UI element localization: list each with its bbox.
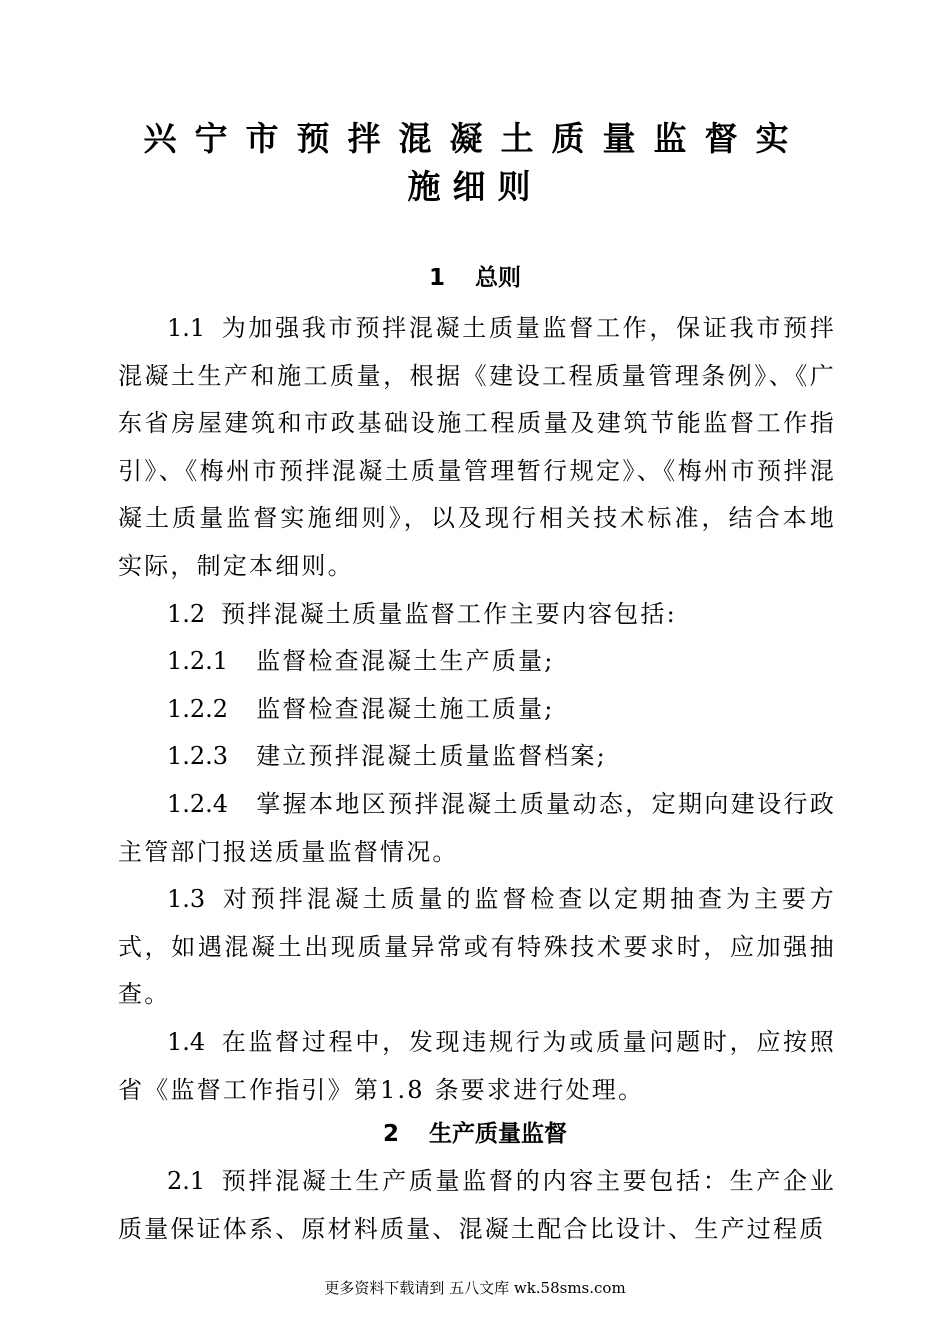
- clause-number: 1.1: [167, 314, 206, 342]
- section-2-body: [118, 1158, 836, 1253]
- clause-number: 1.2.3: [167, 742, 229, 771]
- clause-number: 1.2.2: [167, 694, 229, 723]
- clause-1-2-1: [118, 638, 836, 686]
- clause-text: 预拌混凝土生产质量监督的内容主要包括：生产企业质量保证体系、原材料质量、混凝土配合比设计、生产过程质: [118, 1167, 836, 1243]
- clause-number: 1.2.1: [167, 647, 229, 676]
- clause-text: 监督检查混凝土施工质量;: [256, 694, 555, 723]
- document-title-line-2: 施细则: [407, 167, 543, 206]
- clause-text: 建立预拌混凝土质量监督档案;: [256, 742, 607, 771]
- clause-1-2-2: [118, 686, 836, 734]
- clause-text: 监督检查混凝土生产质量;: [256, 647, 555, 676]
- clause-1-2: [118, 591, 836, 639]
- clause-text: 为加强我市预拌混凝土质量监督工作，保证我市预拌混凝土生产和施工质量，根据《建设工程质量管理条例》、《广东省房屋建筑和市政基础设施工程质量及建筑节能监督工作指引》、《梅州市预拌混凝土质量管理暂行规定》、《梅州市预拌混凝土质量监督实施细则》，以及现行相关技术标准，结合本地实际，制定本细则。: [118, 314, 836, 580]
- clause-number: 2.1: [167, 1167, 206, 1195]
- clause-1-2-4: [118, 781, 836, 876]
- clause-2-1: [118, 1158, 836, 1253]
- section-heading-1: [0, 262, 950, 294]
- clause-number: 1.2: [167, 599, 206, 628]
- clause-1-1: [118, 305, 836, 591]
- section-title: 总则: [475, 265, 521, 291]
- clause-text: 对预拌混凝土质量的监督检查以定期抽查为主要方式，如遇混凝土出现质量异常或有特殊技术要求时，应加强抽查。: [118, 885, 836, 1009]
- section-number: 1: [428, 265, 445, 291]
- section-title: 生产质量监督: [429, 1121, 567, 1147]
- clause-text: 掌握本地区预拌混凝土质量动态，定期向建设行政主管部门报送质量监督情况。: [118, 789, 836, 866]
- section-number: 2: [382, 1121, 399, 1147]
- clause-number: 1.4: [167, 1027, 206, 1056]
- clause-1-4: [118, 1019, 836, 1114]
- section-heading-2: [0, 1118, 950, 1150]
- clause-number: 1.3: [167, 885, 206, 914]
- document-title-line-1: 兴宁市预拌混凝土质量监督实: [143, 119, 807, 158]
- clause-text: 在监督过程中，发现违规行为或质量问题时，应按照省《监督工作指引》第1.8 条要求进行处理。: [118, 1027, 836, 1104]
- clause-1-2-3: [118, 733, 836, 781]
- clause-number: 1.2.4: [167, 789, 229, 818]
- clause-text: 预拌混凝土质量监督工作主要内容包括:: [221, 599, 677, 628]
- footer-watermark: 更多资料下载请到 五八文库 wk.58sms.com: [324, 1279, 626, 1297]
- clause-1-3: [118, 876, 836, 1019]
- section-1-body: [118, 305, 836, 1114]
